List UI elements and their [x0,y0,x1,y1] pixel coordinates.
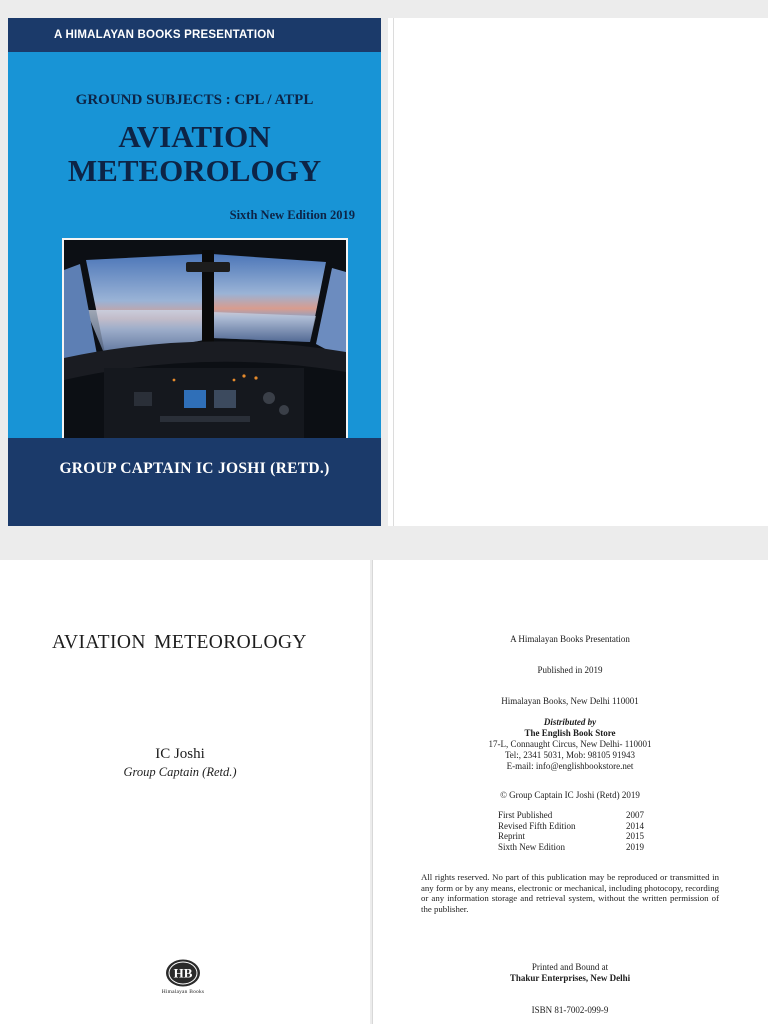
cover-title [8,120,381,188]
cover-series-label: A HIMALAYAN BOOKS PRESENTATION [54,29,275,41]
cockpit-illustration [64,240,346,440]
cover-top-band [8,18,381,52]
distributor-name: The English Book Store [524,728,616,738]
imprint-page [372,560,768,1024]
cover-bottom-band [8,438,381,526]
imprint-printed-by: Printed and Bound at [531,962,609,972]
title-page-title: AVIATION METEOROLOGY [52,632,307,653]
history-label: Revised Fifth Edition [498,820,576,831]
history-label: First Published [498,810,553,820]
history-year: 2015 [626,831,644,841]
imprint-printer [372,973,768,984]
imprint-presentation: A Himalayan Books Presentation [510,634,630,644]
edition-history-row [498,810,644,821]
edition-history-row [498,831,644,842]
logo-initials: HB [173,965,193,981]
history-year: 2019 [626,841,644,852]
distributed-by-label: Distributed by [543,717,597,727]
imprint-copyright: © Group Captain IC Joshi (Retd) 2019 [500,790,640,800]
history-label: Reprint [498,831,525,841]
edition-history [498,810,644,852]
imprint-phone: Tel:, 2341 5031, Mob: 98105 91943 [504,750,636,760]
hb-logo-icon [165,958,201,988]
title-page-rank: Group Captain (Retd.) [123,765,237,779]
printer-name: Thakur Enterprises, New Delhi [509,973,631,983]
imprint-distributor [372,728,768,739]
imprint-email: E-mail: info@englishbookstore.net [506,761,634,771]
imprint-published: Published in 2019 [537,665,603,675]
history-year: 2014 [626,820,644,831]
title-page [0,560,370,1024]
cover-author: GROUP CAPTAIN IC JOSHI (RETD.) [59,460,330,477]
imprint-publisher: Himalayan Books, New Delhi 110001 [501,696,639,706]
cover-title-line2: METEOROLOGY [67,153,322,188]
cover-subjects: GROUND SUBJECTS : CPL / ATPL [75,92,314,108]
history-label: Sixth New Edition [498,841,565,852]
rights-notice: All rights reserved. No part of this publication may be reproduced or transmitted in any form or by any means, electronic or mechanical, including photocopy, recording or any information storage and retrieval system, without the written permission of the publisher. [421,872,719,914]
imprint-distributed-by [372,717,768,728]
title-page-author: IC Joshi [155,746,205,762]
edition-history-row [498,821,644,832]
cockpit-photo [62,238,348,442]
imprint-address: 17-L, Connaught Circus, New Delhi- 110001 [488,739,652,749]
edition-history-row [498,842,644,853]
history-year: 2007 [626,810,644,820]
blank-page [388,18,768,526]
logo-caption: Himalayan Books [161,989,205,995]
publisher-logo [158,958,208,995]
imprint-isbn: ISBN 81-7002-099-9 [531,1005,609,1015]
cover-edition: Sixth New Edition 2019 [229,208,355,222]
cover-title-line1: AVIATION [118,119,271,154]
book-cover [8,18,381,526]
